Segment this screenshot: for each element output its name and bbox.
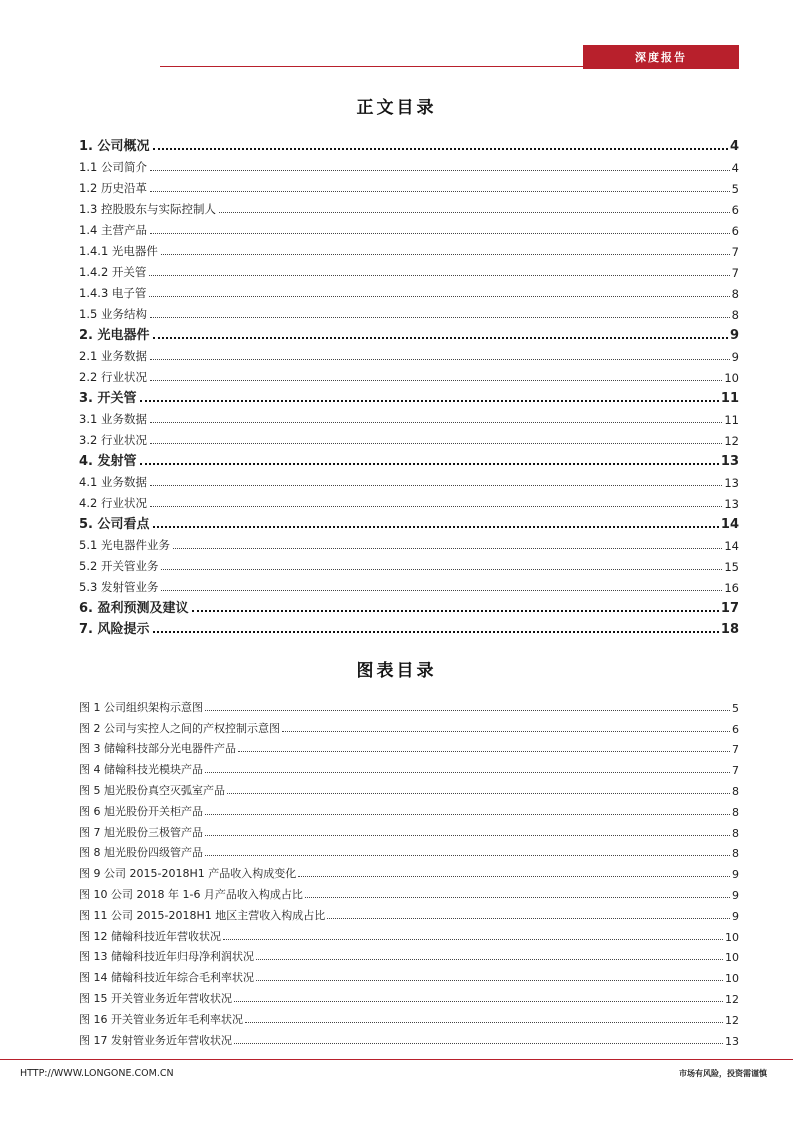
toc-entry-label: 5.2 开关管业务: [79, 559, 159, 573]
toc-entry[interactable]: [79, 490, 739, 511]
dot-leader: [234, 1001, 723, 1002]
header-rule: [160, 66, 583, 67]
figure-entry-label: 图 7 旭光股份三极管产品: [79, 825, 203, 839]
dot-leader: [153, 336, 728, 339]
dot-leader: [256, 959, 723, 960]
toc-entry-page: 9: [731, 350, 739, 364]
toc-entry[interactable]: [79, 385, 739, 406]
toc-entry-page: 14: [724, 539, 739, 553]
dot-leader: [153, 147, 728, 150]
dot-leader: [192, 609, 719, 612]
toc-entry-page: 11: [720, 391, 739, 406]
toc-entry[interactable]: [79, 196, 739, 217]
figures-title: 图表目录: [356, 661, 437, 681]
dot-leader: [238, 751, 730, 752]
toc-entry-label: 5.3 发射管业务: [79, 580, 159, 594]
list-of-figures: [79, 694, 739, 1048]
figure-entry-page: 7: [732, 764, 739, 778]
figure-entry-page: 8: [732, 805, 739, 819]
figure-entry-page: 7: [732, 743, 739, 757]
figure-entry-label: 图 2 公司与实控人之间的产权控制示意图: [79, 721, 280, 735]
toc-entry-page: 7: [731, 245, 739, 259]
toc-entry-label: 1.4.2 开关管: [79, 265, 147, 279]
toc-entry-page: 9: [729, 328, 739, 343]
contents-title: 正文目录: [356, 98, 437, 118]
toc-entry-label: 1.5 业务结构: [79, 307, 147, 321]
figure-entry[interactable]: [79, 902, 739, 923]
toc-entry-label: 1.4 主营产品: [79, 223, 147, 237]
dot-leader: [282, 731, 730, 732]
toc-entry[interactable]: [79, 301, 739, 322]
toc-entry-page: 14: [720, 517, 739, 532]
dot-leader: [205, 835, 730, 836]
figure-entry[interactable]: [79, 923, 739, 944]
dot-leader: [219, 211, 730, 213]
dot-leader: [150, 421, 722, 423]
toc-entry-label: 1. 公司概况: [79, 139, 150, 154]
dot-leader: [327, 918, 730, 919]
figure-entry[interactable]: [79, 964, 739, 985]
toc-entry-label: 3.1 业务数据: [79, 412, 147, 426]
toc-entry-label: 7. 风险提示: [79, 622, 150, 637]
dot-leader: [298, 876, 730, 877]
dot-leader: [161, 253, 730, 255]
toc-entry-page: 15: [724, 560, 739, 574]
toc-entry-label: 4.2 行业状况: [79, 496, 147, 510]
dot-leader: [305, 897, 730, 898]
toc-entry-label: 4. 发射管: [79, 454, 137, 469]
dot-leader: [173, 547, 722, 549]
dot-leader: [150, 190, 730, 192]
figure-entry-page: 10: [725, 930, 739, 944]
toc-entry[interactable]: [79, 322, 739, 343]
toc-entry[interactable]: [79, 469, 739, 490]
dot-leader: [256, 980, 723, 981]
figure-entry-label: 图 5 旭光股份真空灭弧室产品: [79, 783, 225, 797]
toc-entry-page: 12: [724, 434, 739, 448]
toc-entry-page: 7: [731, 266, 739, 280]
toc-entry-page: 10: [724, 371, 739, 385]
figure-entry-page: 8: [732, 847, 739, 861]
figure-entry[interactable]: [79, 944, 739, 965]
figure-entry-label: 图 17 发射管业务近年营收状况: [79, 1033, 232, 1047]
toc-entry-page: 17: [720, 601, 739, 616]
dot-leader: [205, 855, 730, 856]
footer-url-link[interactable]: HTTP://WWW.LONGONE.COM.CN: [20, 1068, 174, 1079]
toc-entry-label: 5.1 光电器件业务: [79, 538, 170, 552]
toc-entry-page: 13: [724, 476, 739, 490]
figure-entry[interactable]: [79, 881, 739, 902]
figure-entry-page: 9: [732, 868, 739, 882]
toc-entry[interactable]: [79, 280, 739, 301]
figure-entry[interactable]: [79, 694, 739, 715]
dot-leader: [153, 630, 719, 633]
toc-entry[interactable]: [79, 217, 739, 238]
figure-entry-page: 5: [732, 701, 739, 715]
figure-entry[interactable]: [79, 819, 739, 840]
dot-leader: [150, 505, 722, 507]
figure-entry-page: 6: [732, 722, 739, 736]
figure-entry-label: 图 1 公司组织架构示意图: [79, 700, 203, 714]
toc-entry-page: 4: [731, 161, 739, 175]
figure-entry-label: 图 13 储翰科技近年归母净利润状况: [79, 950, 254, 964]
toc-entry[interactable]: [79, 238, 739, 259]
dot-leader: [223, 939, 723, 940]
dot-leader: [140, 462, 719, 465]
figure-entry-label: 图 6 旭光股份开关柜产品: [79, 804, 203, 818]
toc-entry[interactable]: [79, 154, 739, 175]
toc-entry[interactable]: [79, 343, 739, 364]
toc-entry-label: 1.2 历史沿革: [79, 181, 147, 195]
figure-entry[interactable]: [79, 715, 739, 736]
figure-entry[interactable]: [79, 860, 739, 881]
table-of-contents: [79, 133, 739, 637]
toc-entry[interactable]: [79, 448, 739, 469]
toc-entry-label: 2.1 业务数据: [79, 349, 147, 363]
dot-leader: [245, 1022, 723, 1023]
figure-entry[interactable]: [79, 756, 739, 777]
toc-entry-page: 4: [729, 139, 739, 154]
dot-leader: [161, 568, 722, 570]
dot-leader: [149, 274, 729, 276]
figure-entry-label: 图 9 公司 2015-2018H1 产品收入构成变化: [79, 867, 297, 881]
toc-entry-label: 5. 公司看点: [79, 517, 150, 532]
dot-leader: [234, 1043, 723, 1044]
toc-entry[interactable]: [79, 427, 739, 448]
dot-leader: [150, 358, 730, 360]
figure-entry[interactable]: [79, 985, 739, 1006]
toc-entry[interactable]: [79, 175, 739, 196]
toc-entry[interactable]: [79, 595, 739, 616]
toc-entry[interactable]: [79, 133, 739, 154]
toc-entry-page: 6: [731, 224, 739, 238]
figure-entry[interactable]: [79, 736, 739, 757]
dot-leader: [149, 295, 729, 297]
toc-entry[interactable]: [79, 364, 739, 385]
figure-entry-label: 图 3 储翰科技部分光电器件产品: [79, 742, 236, 756]
toc-entry-page: 6: [731, 203, 739, 217]
dot-leader: [205, 772, 730, 773]
toc-entry-label: 3. 开关管: [79, 391, 137, 406]
footer-rule: [0, 1059, 793, 1060]
dot-leader: [153, 525, 719, 528]
toc-entry-label: 2. 光电器件: [79, 328, 150, 343]
toc-entry[interactable]: [79, 532, 739, 553]
dot-leader: [150, 484, 722, 486]
figure-entry-page: 9: [732, 909, 739, 923]
figure-entry[interactable]: [79, 1027, 739, 1048]
toc-entry[interactable]: [79, 574, 739, 595]
figure-entry-page: 12: [725, 1013, 739, 1027]
toc-entry-label: 1.4.3 电子管: [79, 286, 147, 300]
toc-entry-label: 1.4.1 光电器件: [79, 244, 158, 258]
toc-entry-page: 11: [724, 413, 739, 427]
toc-entry-label: 1.3 控股股东与实际控制人: [79, 202, 216, 216]
toc-entry-page: 8: [731, 308, 739, 322]
toc-entry[interactable]: [79, 511, 739, 532]
figure-entry-page: 10: [725, 972, 739, 986]
dot-leader: [150, 169, 730, 171]
toc-entry-label: 2.2 行业状况: [79, 370, 147, 384]
toc-entry-page: 5: [731, 182, 739, 196]
dot-leader: [227, 793, 730, 794]
report-type-badge: 深度报告: [583, 45, 739, 69]
figure-entry-label: 图 12 储翰科技近年营收状况: [79, 929, 221, 943]
toc-entry-label: 4.1 业务数据: [79, 475, 147, 489]
dot-leader: [150, 379, 722, 381]
dot-leader: [150, 316, 730, 318]
figure-entry[interactable]: [79, 777, 739, 798]
dot-leader: [140, 399, 719, 402]
figure-entry-page: 8: [732, 826, 739, 840]
figure-entry-page: 10: [725, 951, 739, 965]
figure-entry-label: 图 15 开关管业务近年营收状况: [79, 991, 232, 1005]
toc-entry[interactable]: [79, 406, 739, 427]
toc-entry-page: 13: [720, 454, 739, 469]
figure-entry-label: 图 8 旭光股份四级管产品: [79, 846, 203, 860]
figure-entry-page: 13: [725, 1034, 739, 1048]
figure-entry[interactable]: [79, 798, 739, 819]
toc-entry-page: 18: [720, 622, 739, 637]
toc-entry[interactable]: [79, 259, 739, 280]
toc-entry-page: 8: [731, 287, 739, 301]
dot-leader: [161, 589, 722, 591]
toc-entry-label: 1.1 公司简介: [79, 160, 147, 174]
toc-entry-page: 13: [724, 497, 739, 511]
toc-entry-page: 16: [724, 581, 739, 595]
toc-entry[interactable]: [79, 616, 739, 637]
toc-entry-label: 6. 盈利预测及建议: [79, 601, 189, 616]
figure-entry-page: 12: [725, 992, 739, 1006]
figure-entry-label: 图 4 储翰科技光模块产品: [79, 763, 203, 777]
dot-leader: [150, 232, 730, 234]
figure-entry-label: 图 16 开关管业务近年毛利率状况: [79, 1012, 243, 1026]
figure-entry-label: 图 14 储翰科技近年综合毛利率状况: [79, 971, 254, 985]
dot-leader: [205, 710, 730, 711]
figure-entry[interactable]: [79, 1006, 739, 1027]
figure-entry-label: 图 10 公司 2018 年 1-6 月产品收入构成占比: [79, 887, 303, 901]
figure-entry[interactable]: [79, 840, 739, 861]
dot-leader: [150, 442, 722, 444]
figure-entry-label: 图 11 公司 2015-2018H1 地区主营收入构成占比: [79, 908, 326, 922]
dot-leader: [205, 814, 730, 815]
figure-entry-page: 8: [732, 784, 739, 798]
toc-entry[interactable]: [79, 553, 739, 574]
toc-entry-label: 3.2 行业状况: [79, 433, 147, 447]
figure-entry-page: 9: [732, 888, 739, 902]
footer-disclaimer: 市场有风险，投资需谨慎: [679, 1069, 767, 1078]
